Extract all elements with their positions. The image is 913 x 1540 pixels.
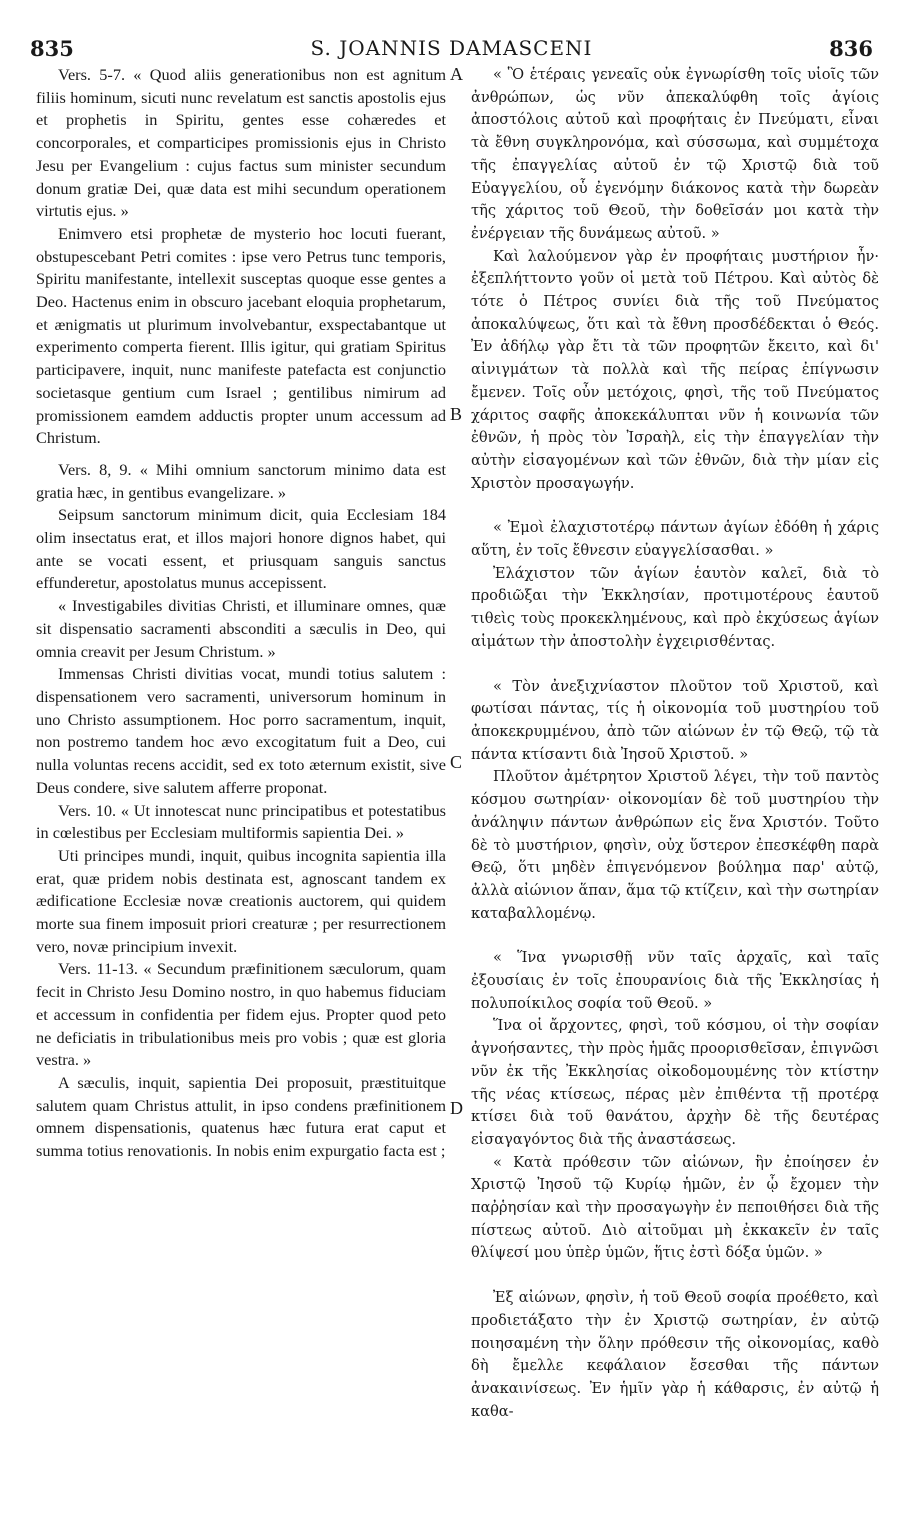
page-header <box>30 36 873 64</box>
latin-paragraph: Vers. 11-13. « Secundum præfinitionem sæculorum, quam fecit in Christo Jesu Domino nostro, in quo habemus fiduciam et accessum in confidentia per fidem ejus. Propter quod peto ne deficiatis in tribulationibus meis pro vobis ; quæ est gloria vestra. » <box>36 959 446 1070</box>
latin-paragraph: Vers. 5-7. « Quod aliis generationibus non est agnitum filiis hominum, sicuti nunc revelatum est sanctis apostolis ejus et prophetis in Spiritu, gentes esse cohæredes et concorporales, et comparticipes promissionis ejus in Christo Jesu per Evangelium : cujus factus sum minister secundum donum gratiæ Dei, quæ data est mihi secundum operationem virtutis ejus. » <box>36 65 446 221</box>
left-page-number: 835 <box>30 36 74 61</box>
greek-paragraph: Καὶ λαλούμενον γὰρ ἐν προφήταις μυστήριον ἦν· ἐξεπλήττοντο γοῦν οἱ μετὰ τοῦ Πέτρου. Καὶ αὐτὸς δὲ τότε ὁ Πέτρος συνίει διὰ τῆς τοῦ Πνεύματος ἀποκαλύψεως, ὅτι καὶ τὰ ἔθνη προσδέδεκται ὁ Θεός. Ἐν ἀδήλῳ γὰρ ἔτι τὰ τῶν προφητῶν ἔκειτο, καὶ δι' αἰνιγμάτων τὰ πολλὰ καὶ τῆς πείρας ἐπίγνωσιν ἔμενεν. Τοῖς οὖν μετόχοις, φησὶ, τῆς τοῦ Πνεύματος χάριτος σαφῆς ἀποκεκάλυπται νῦν ἡ κοινωνία τῶν ἐθνῶν, ἡ πρὸς τὸν Ἰσραὴλ, εἰς τὴν ἐπαγγελίαν τὴν αὐτὴν εἰσαγομένων καὶ τῶν ἐθνῶν, διὰ τὴν μίαν εἰς Χριστὸν προσαγωγήν. <box>471 247 879 492</box>
greek-paragraph: « Τὸν ἀνεξιχνίαστον πλοῦτον τοῦ Χριστοῦ, καὶ φωτίσαι πάντας, τίς ἡ οἰκονομία τοῦ μυστηρίου τοῦ ἀποκεκρυμμένου, ἀπὸ τῶν αἰώνων ἐν τῷ Θεῷ, τῷ τὰ πάντα κτίσαντι διὰ Ἰησοῦ Χριστοῦ. » <box>471 677 879 763</box>
latin-paragraph: Enimvero etsi prophetæ de mysterio hoc locuti fuerant, obstupescebant Petri comites : ipse vero Petrus tunc temporis, Spiritu manifestante, intellexit susceptas quoque esse gentes a Deo. Hactenus enim in obscuro jacebant eloquia prophetarum, et ænigmatis ut plurimum involvebantur, exspectabantque ut experimento comperta fierent. Illis igitur, qui gratiam Spiritus participavere, inquit, nunc manifeste patefacta est conjunctio societasque gentium cum Israel ; gentilibus nimirum ad promissionem eamdem adductis propter unum accessum ad Christum. <box>36 223 446 448</box>
margin-letter-a: A <box>450 64 463 84</box>
latin-paragraph: Vers. 8, 9. « Mihi omnium sanctorum minimo data est gratia hæc, in gentibus evangelizare. » <box>36 459 446 502</box>
greek-paragraph: « Κατὰ πρόθεσιν τῶν αἰώνων, ἣν ἐποίησεν ἐν Χριστῷ Ἰησοῦ τῷ Κυρίῳ ἡμῶν, ἐν ᾧ ἔχομεν τὴν παῤῥησίαν καὶ τὴν προσαγωγὴν ἐν πεποιθήσει διὰ τῆς πίστεως αὐτοῦ. Διὸ αἰτοῦμαι μὴ ἐκκακεῖν ἐν ταῖς θλίψεσί μου ὑπὲρ ὑμῶν, ἥτις ἐστὶ δόξα ὑμῶν. » <box>471 1153 879 1262</box>
greek-paragraph: « Ἐμοὶ ἐλαχιστοτέρῳ πάντων ἁγίων ἐδόθη ἡ χάρις αὕτη, ἐν τοῖς ἔθνεσιν εὐαγγελίσασθαι. » <box>471 519 879 560</box>
margin-letter-c: C <box>450 752 463 772</box>
greek-paragraph: « Ἵνα γνωρισθῇ νῦν ταῖς ἀρχαῖς, καὶ ταῖς ἐξουσίαις ἐν τοῖς ἐπουρανίοις διὰ τῆς Ἐκκλησίας ἡ πολυποίκιλος σοφία τοῦ Θεοῦ. » <box>471 949 879 1012</box>
margin-letter-b: B <box>450 404 463 424</box>
greek-paragraph: Ἵνα οἱ ἄρχοντες, φησὶ, τοῦ κόσμου, οἱ τὴν σοφίαν ἀγνοήσαντες, τὴν πρὸς ἡμᾶς προορισθεῖσαν, ἐπιγνῶσι νῦν ἐκ τῆς Ἐκκλησίας οἰκοδομουμένης τὸν κτίστην τῆς νέας κτίσεως, πέρας μὲν ἐπιθέντα τῇ προτέρᾳ κτίσει διὰ τοῦ θανάτου, ἀρχὴν δὲ τῆς δευτέρας εἰσαγαγόντος διὰ τῆς ἀναστάσεως. <box>471 1017 879 1148</box>
margin-letter-d: D <box>450 1098 463 1118</box>
latin-paragraph: A sæculis, inquit, sapientia Dei proposuit, præstituitque salutem quam Christus attulit, in ipso condens præfinitionem omnem dispensationis, quatenus hæc futura erat caput et summa totius renovationis. In nobis enim expurgatio facta est ; <box>36 1072 446 1161</box>
running-title: S. JOANNIS DAMASCENI <box>310 36 593 60</box>
latin-paragraph: Seipsum sanctorum minimum dicit, quia Ecclesiam 184 olim insectatus erat, et illos majori honore dignos habet, qui ante se vocati essent, et priusquam sanguis sanctus effunderetur, apostolatus munus accepissent. <box>36 505 446 593</box>
latin-paragraph: Immensas Christi divitias vocat, mundi totius salutem : dispensationem vero sacramenti, universorum hominum in uno Christo assumptionem. Hoc porro sacramentum, inquit, non postremo tandem hoc ævo excogitatum fuit a Deo, cui nulla voluntas recens accidit, sed ex toto æternum existit, sive Deus condere, sive salutem afferre proponat. <box>36 664 446 797</box>
greek-paragraph: Πλοῦτον ἀμέτρητον Χριστοῦ λέγει, τὴν τοῦ παντὸς κόσμου σωτηρίαν· οἰκονομίαν δὲ τοῦ μυστηρίου τὴν ἀνάληψιν πάντων ἀνθρώπων εἰς ἕνα Χριστόν. Τοῦτο δὲ τὸ μυστήριον, φησὶν, οὐχ ὕστερον ἐπεσκέφθη παρὰ Θεῷ, ὅτι μηδὲν ἐπιγενόμενον βούλημα παρ' αὐτῷ, ἀλλὰ αἰώνιον ἅπαν, ἅμα τῷ κτίζειν, καὶ τὴν σωτηρίαν καταβαλλομένῳ. <box>471 768 879 922</box>
latin-column <box>36 64 446 1163</box>
right-page-number: 836 <box>829 36 873 61</box>
greek-paragraph: Ἐξ αἰώνων, φησὶν, ἡ τοῦ Θεοῦ σοφία προέθετο, καὶ προδιετάξατο τὴν ἐν Χριστῷ σωτηρίαν, ἐν αὐτῷ ποιησαμένη τὴν ὅλην πρόθεσιν τῆς οἰκονομίας, καθὸ δὴ ἔμελλε κεφάλαιον ἔσεσθαι τῆς πάντων ἀνακαινίσεως. Ἐν ἡμῖν γὰρ ἡ κάθαρσις, ἐν αὐτῷ ἡ καθα- <box>471 1289 879 1420</box>
greek-column <box>471 64 879 1423</box>
latin-paragraph: Vers. 10. « Ut innotescat nunc principatibus et potestatibus in cœlestibus per Ecclesiam multiformis sapientia Dei. » <box>36 800 446 843</box>
latin-paragraph: « Investigabiles divitias Christi, et illuminare omnes, quæ sit dispensatio sacramenti absconditi a sæculis in Deo, qui omnia creavit per Jesum Christum. » <box>36 596 446 661</box>
latin-paragraph: Uti principes mundi, inquit, quibus incognita sapientia illa erat, quæ pridem nobis destinata est, agnoscant tandem ex ædificatione Ecclesiæ novæ creationis auctorem, qui quidem morte sua finem imposuit priori creaturæ ; per resurrectionem vero, novæ principium invexit. <box>36 845 446 956</box>
greek-paragraph: Ἐλάχιστον τῶν ἁγίων ἑαυτὸν καλεῖ, διὰ τὸ προδιῶξαι τὴν Ἐκκλησίαν, προτιμοτέρους ἑαυτοῦ τιθεὶς τοὺς προκεκλημένους, καὶ πρὸ ἐκχύσεως ἁγίων αἱμάτων τὴν ἀποστολὴν ἐγχειρισθέντας. <box>471 564 879 650</box>
greek-paragraph: « Ὃ ἑτέραις γενεαῖς οὐκ ἐγνωρίσθη τοῖς υἱοῖς τῶν ἀνθρώπων, ὡς νῦν ἀπεκαλύφθη τοῖς ἁγίοις ἀποστόλοις αὐτοῦ καὶ προφήταις ἐν Πνεύματι, εἶναι τὰ ἔθνη συγκληρονόμα, καὶ σύσσωμα, καὶ συμμέτοχα τῆς ἐπαγγελίας αὐτοῦ ἐν τῷ Χριστῷ διὰ τοῦ Εὐαγγελίου, οὗ ἐγενόμην διάκονος κατὰ τὴν δωρεὰν τῆς χάριτος τοῦ Θεοῦ, τὴν δοθεῖσάν μοι κατὰ τὴν ἐνέργειαν τῆς δυνάμεως αὐτοῦ. » <box>471 66 879 242</box>
